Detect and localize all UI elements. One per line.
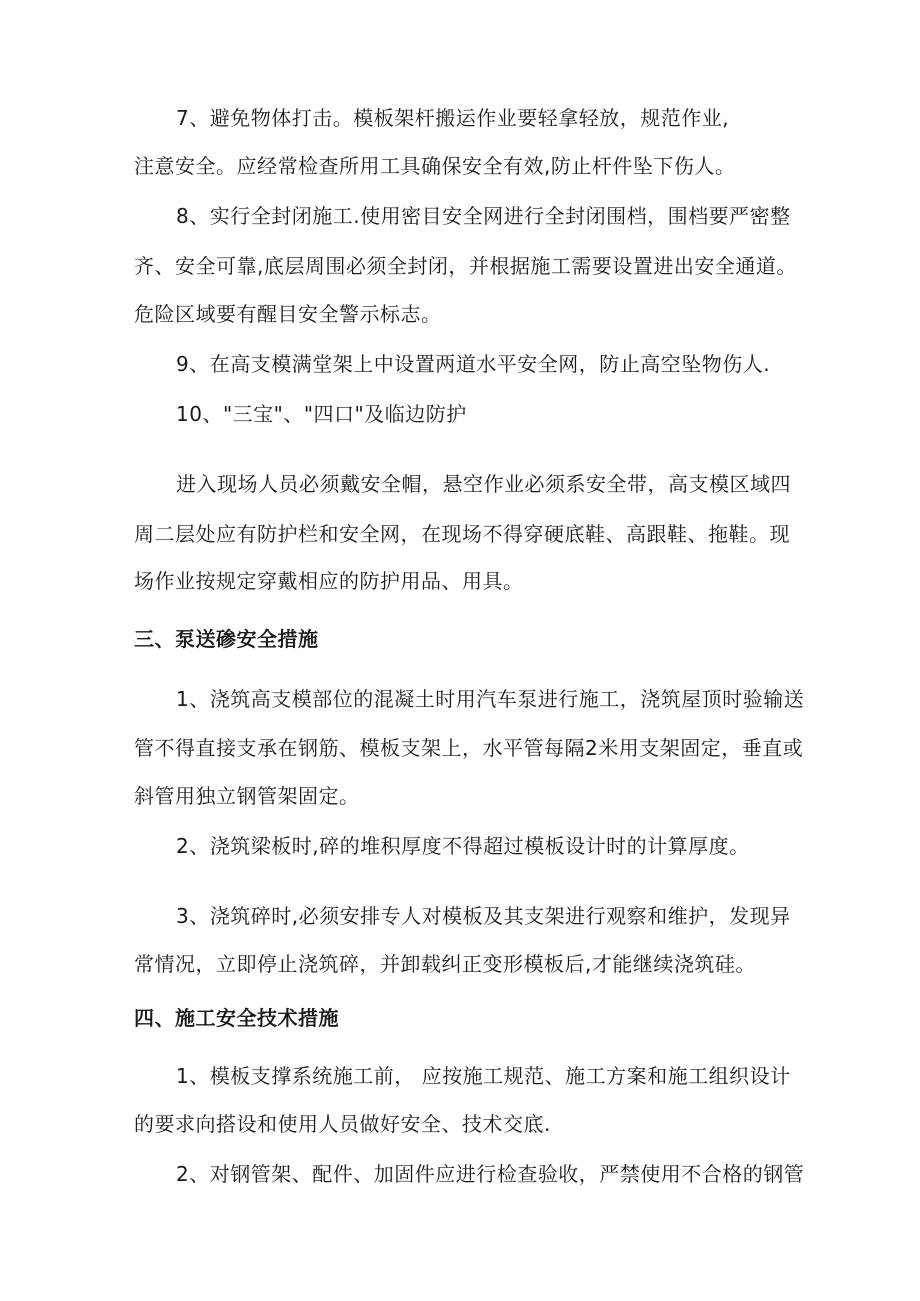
paragraph-line: 齐、安全可靠,底层周围必须全封闭，并根据施工需要设置进出安全通道。: [134, 254, 797, 278]
paragraph-line: 周二层处应有防护栏和安全网，在现场不得穿硬底鞋、高跟鞋、拖鞋。现: [134, 522, 790, 546]
paragraph-line: 注意安全。应经常检查所用工具确保安全有效,防止杆件坠下伤人。: [134, 154, 736, 178]
paragraph-line: 7、避免物体打击。模板架杆搬运作业要轻拿轻放，规范作业,: [176, 106, 730, 130]
paragraph-line: 3、浇筑碎时,必须安排专人对模板及其支架进行观察和维护，发现异: [176, 904, 791, 928]
paragraph-line: 1、浇筑高支模部位的混凝土时用汽车泵进行施工，浇筑屋顶时验输送: [176, 687, 805, 711]
paragraph-line: 场作业按规定穿戴相应的防护用品、用具。: [134, 569, 524, 593]
paragraph-line: 9、在高支模满堂架上中设置两道水平安全网，防止高空坠物伤人.: [176, 352, 771, 376]
section-heading: 三、泵送碜安全措施: [134, 627, 319, 651]
paragraph-line: 斜管用独立钢管架固定。: [134, 784, 360, 808]
paragraph-line: 危险区域要有醒目安全警示标志。: [134, 302, 442, 326]
paragraph-line: 8、实行全封闭施工.使用密目安全网进行全封闭围档，围档要严密整: [176, 204, 791, 228]
paragraph-line: 进入现场人员必须戴安全帽，悬空作业必须系安全带，高支模区域四: [176, 472, 791, 496]
paragraph-line: 10、"三宝"、"四口"及临边防护: [176, 402, 467, 426]
paragraph-line: 2、浇筑梁板时,碎的堆积厚度不得超过模板设计时的计算厚度。: [176, 834, 750, 858]
paragraph-line: 1、模板支撑系统施工前， 应按施工规范、施工方案和施工组织设计: [176, 1064, 791, 1088]
paragraph-line: 2、对钢管架、配件、加固件应进行检查验收，严禁使用不合格的钢管: [176, 1162, 805, 1186]
paragraph-line: 的要求向搭设和使用人员做好安全、技术交底.: [134, 1112, 551, 1136]
section-heading: 四、施工安全技术措施: [134, 1006, 339, 1030]
paragraph-line: 管不得直接支承在钢筋、模板支架上，水平管每隔2米用支架固定，垂直或: [134, 736, 804, 760]
paragraph-line: 常情况，立即停止浇筑碎，并卸载纠正变形模板后,才能继续浇筑硅。: [134, 952, 756, 976]
